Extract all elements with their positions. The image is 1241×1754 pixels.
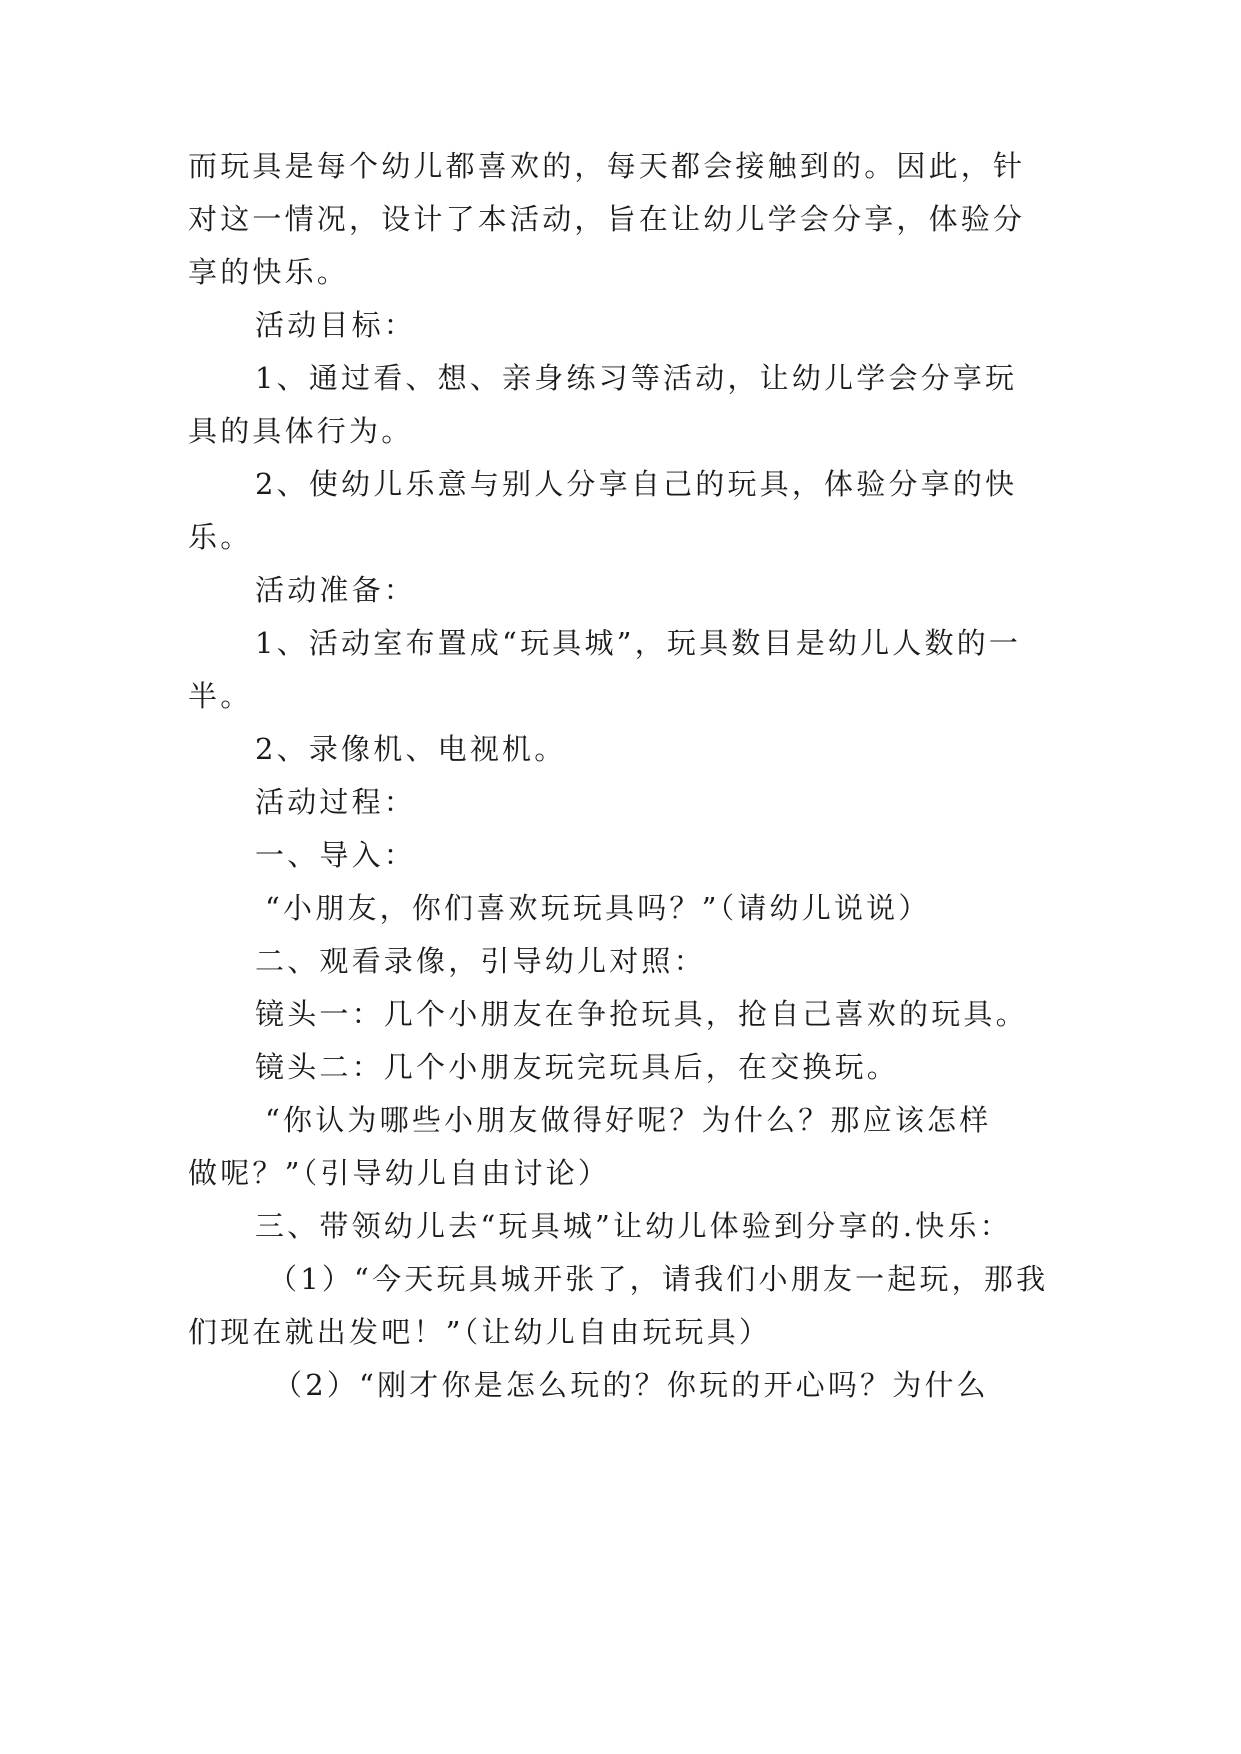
text-line: 而玩具是每个幼儿都喜欢的，每天都会接触到的。因此，针 <box>188 149 1026 183</box>
text-line: 1、活动室布置成“玩具城”，玩具数目是幼儿人数的一 <box>255 626 1022 660</box>
text-line: 半。 <box>188 679 253 713</box>
text-line: 乐。 <box>188 520 253 554</box>
text-line: 们现在就出发吧！”（让幼儿自由玩玩具） <box>188 1315 772 1349</box>
text-line: 一、导入： <box>255 838 417 872</box>
text-line: 2、录像机、电视机。 <box>255 732 567 766</box>
section-heading: 活动目标： <box>255 308 417 342</box>
text-line: （2）“刚才你是怎么玩的？你玩的开心吗？为什么 <box>273 1368 989 1402</box>
text-line: 二、观看录像，引导幼儿对照： <box>255 944 706 978</box>
text-line: 三、带领幼儿去“玩具城”让幼儿体验到分享的.快乐： <box>255 1209 1012 1243</box>
text-line: 具的具体行为。 <box>188 414 414 448</box>
section-heading: 活动准备： <box>255 573 417 607</box>
text-line: “小朋友，你们喜欢玩玩具吗？”（请幼儿说说） <box>265 891 931 925</box>
text-line: 2、使幼儿乐意与别人分享自己的玩具，体验分享的快 <box>255 467 1018 501</box>
text-line: （1）“今天玩具城开张了，请我们小朋友一起玩，那我 <box>268 1262 1049 1296</box>
text-line: “你认为哪些小朋友做得好呢？为什么？那应该怎样 <box>265 1103 992 1137</box>
text-line: 镜头二：几个小朋友玩完玩具后，在交换玩。 <box>255 1050 900 1084</box>
text-line: 享的快乐。 <box>188 255 350 289</box>
section-heading: 活动过程： <box>255 785 417 819</box>
text-line: 对这一情况，设计了本活动，旨在让幼儿学会分享，体验分 <box>188 202 1026 236</box>
text-line: 做呢？”（引导幼儿自由讨论） <box>188 1156 611 1190</box>
text-line: 镜头一：几个小朋友在争抢玩具，抢自己喜欢的玩具。 <box>255 997 1028 1031</box>
text-line: 1、通过看、想、亲身练习等活动，让幼儿学会分享玩 <box>255 361 1018 395</box>
